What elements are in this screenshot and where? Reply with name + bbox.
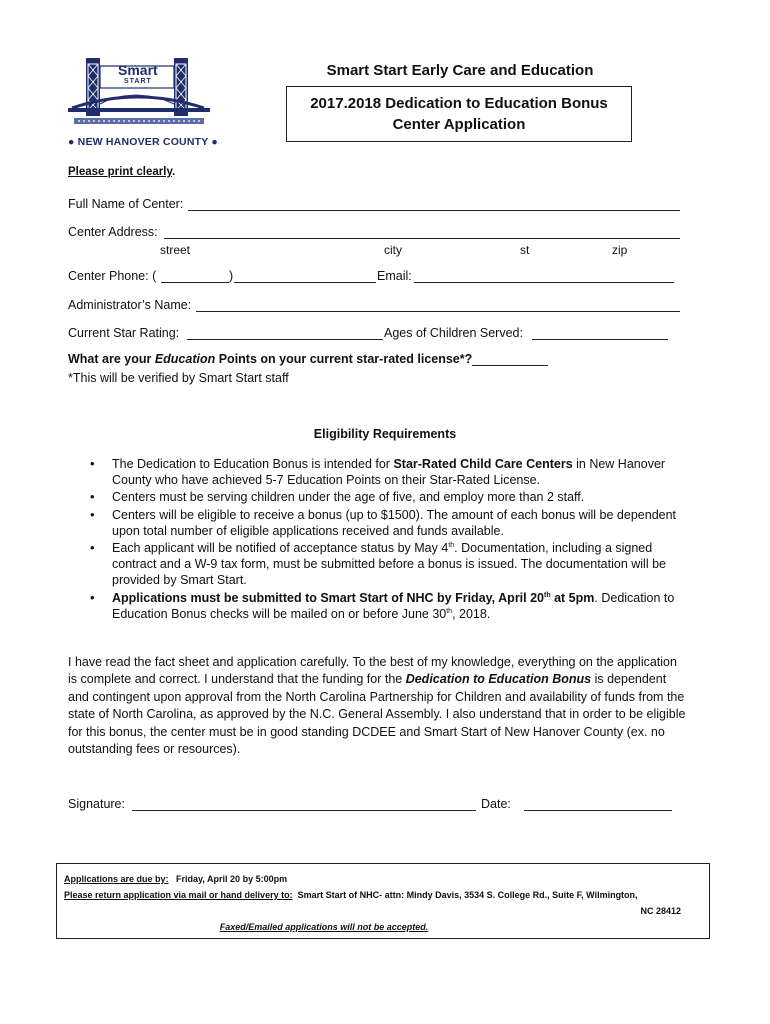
full-name-field[interactable] xyxy=(188,210,680,211)
address-city-caption: city xyxy=(384,243,402,257)
faxed-note: Faxed/Emailed applications will not be accepted. xyxy=(219,922,429,932)
ages-field[interactable] xyxy=(532,339,668,340)
list-item: • Centers must be serving children under the age of five, and employ more than 2 staff. xyxy=(112,489,688,505)
address-label: Center Address: xyxy=(68,225,158,239)
email-label: Email: xyxy=(377,269,412,283)
date-field[interactable] xyxy=(524,810,672,811)
logo-smart-text: Smart xyxy=(118,62,158,78)
return-line-2: NC 28412 xyxy=(640,906,681,916)
address-st-caption: st xyxy=(520,243,530,257)
phone-number-field[interactable] xyxy=(234,282,376,283)
signature-label: Signature: xyxy=(68,797,125,811)
email-field[interactable] xyxy=(414,282,674,283)
address-zip-caption: zip xyxy=(612,243,628,257)
verification-note: *This will be verified by Smart Start staff xyxy=(68,371,289,385)
education-points-question: What are your Education Points on your current star-rated license*? xyxy=(68,352,473,366)
ages-label: Ages of Children Served: xyxy=(384,326,523,340)
form-title-line1: 2017.2018 Dedication to Education Bonus xyxy=(310,95,608,112)
submission-info-box xyxy=(56,863,710,939)
education-points-field[interactable] xyxy=(472,365,548,366)
dot-icon: ● xyxy=(211,136,218,148)
eligibility-list xyxy=(88,456,688,623)
address-street-caption: street xyxy=(160,243,191,257)
signature-field[interactable] xyxy=(132,810,476,811)
return-line: Please return application via mail or hand delivery to: Smart Start of NHC- attn: Mindy Davis, 3534 S. College Rd., Suite F, Wilmington, xyxy=(64,890,638,900)
form-title-line2: Center Application xyxy=(392,116,526,133)
phone-paren: ) xyxy=(229,269,234,283)
list-item: • Applications must be submitted to Smart Start of NHC by Friday, April 20th at 5pm. Dedication to Education Bonus checks will be mailed on or before June 30th, 2018. xyxy=(112,590,688,622)
logo-county-text: ● NEW HANOVER COUNTY ● xyxy=(68,136,218,148)
dot-icon: ● xyxy=(68,136,75,148)
list-item: • Centers will be eligible to receive a bonus (up to $1500). The amount of each bonus will be dependent upon total number of eligible applications received and funds available. xyxy=(112,507,688,539)
phone-area-field[interactable] xyxy=(161,282,229,283)
form-title-box xyxy=(286,86,632,142)
logo-start-text: START xyxy=(124,78,152,85)
admin-field[interactable] xyxy=(196,311,680,312)
org-title: Smart Start Early Care and Education xyxy=(326,62,594,79)
address-field[interactable] xyxy=(164,238,680,239)
admin-label: Administrator’s Name: xyxy=(68,298,192,312)
eligibility-title: Eligibility Requirements xyxy=(313,427,457,441)
star-rating-field[interactable] xyxy=(187,339,383,340)
list-item: • The Dedication to Education Bonus is intended for Star-Rated Child Care Centers in New Hanover County who have achieved 5-7 Education Points on their Star-Rated License. xyxy=(112,456,688,488)
phone-label: Center Phone: ( xyxy=(68,269,157,283)
due-line: Applications are due by: Friday, April 20 by 5:00pm xyxy=(64,874,288,884)
star-rating-label: Current Star Rating: xyxy=(68,326,180,340)
agreement-paragraph: I have read the fact sheet and application carefully. To the best of my knowledge, everything on the application is complete and correct. I understand that the funding for the Dedication to Education Bonus is dependent and contingent upon approval from the North Carolina Partnership for Children and availability of funds from the state of North Carolina, as approved by the N.C. General Assembly. I also understand that in order to be eligible for this bonus, the center must be in good standing DCDEE and Smart Start of New Hanover County (ex. no outstanding fees or resources). xyxy=(68,655,686,757)
full-name-label: Full Name of Center: xyxy=(68,197,184,211)
date-label: Date: xyxy=(481,797,511,811)
list-item: • Each applicant will be notified of acceptance status by May 4th. Documentation, including a signed contract and a W-9 tax form, must be submitted before a bonus is issued. The documentation will be provided by Smart Start. xyxy=(112,540,688,589)
print-note: Please print clearly. xyxy=(68,166,176,178)
